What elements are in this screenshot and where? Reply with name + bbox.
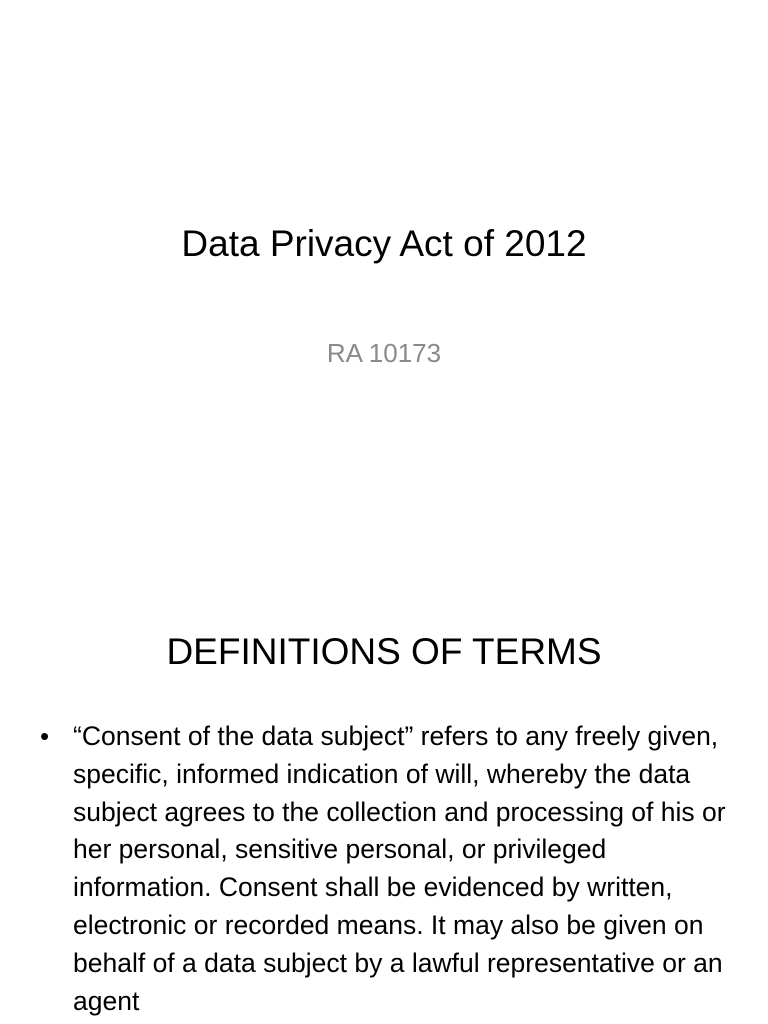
slide-subtitle: RA 10173 <box>326 338 442 368</box>
slide-title: DEFINITIONS OF TERMS <box>166 631 602 672</box>
bullet-text: “Consent of the data subject” refers to any freely given, specific, informed indication of will, whereby the data subject agrees to the collection and processing of his or her personal, sensitive personal, or privileged information. Consent shall be evidenced by written, electronic or recorded means. It may also be given on behalf of a data subject by a lawful representative or an agent <box>73 721 726 1016</box>
bullet-icon: • <box>40 721 50 751</box>
definitions-slide <box>0 576 768 1024</box>
bullet-list <box>40 718 730 1020</box>
slide-title: Data Privacy Act of 2012 <box>181 223 587 264</box>
bullet-item <box>40 718 730 1020</box>
